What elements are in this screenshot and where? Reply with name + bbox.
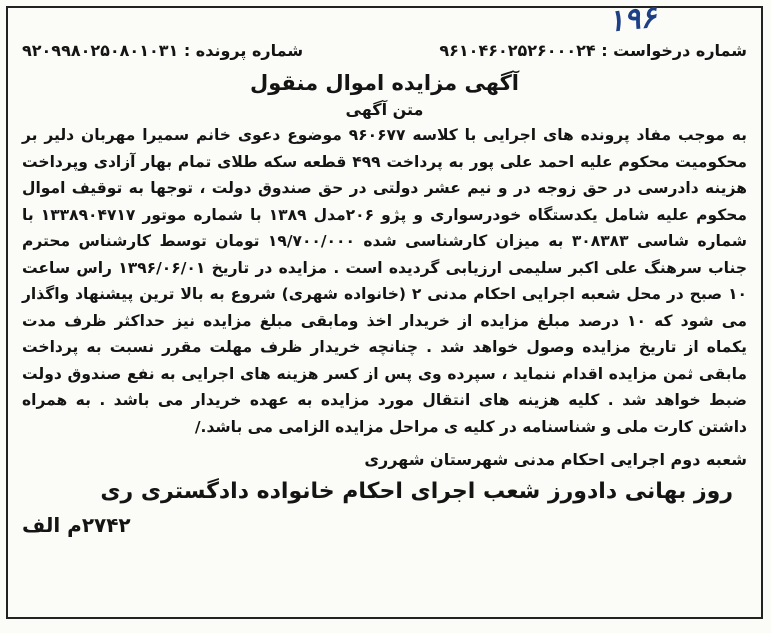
notice-subtitle: متن آگهی bbox=[345, 100, 424, 119]
signature-line: روز بهانی دادورز شعب اجرای احکام خانواده دادگستری ری bbox=[100, 479, 733, 504]
court-name: شعبه دوم اجرایی احکام مدنی شهرستان شهرری bbox=[364, 450, 747, 469]
notice-body: به موجب مفاد پرونده های اجرایی با کلاسه ۹۶۰۶۷۷ موضوع دعوی خانم سمیرا مهربان دلیر بر محکومیت محکوم علیه احمد علی پور به پرداخت ۴۹۹ قطعه سکه طلای تمام بهار آزادی وپرداخت هزینه دادرسی در حق زوجه در و نیم عشر دولتی در حق صندوق دولت ، توجها به توقیف اموال محکوم علیه شامل یکدستگاه خودرسواری و پژو ۲۰۶مدل ۱۳۸۹ با شماره موتور ۱۳۳۸۹۰۴۷۱۷ با شماره شاسی ۳۰۸۳۸۳ به میزان کارشناسی شده ۱۹/۷۰۰/۰۰۰ تومان توسط کارشناس محترم جناب سرهنگ علی اکبر سلیمی ارزیابی گردیده است . مزایده در تاریخ ۱۳۹۶/۰۶/۰۱ راس ساعت ۱۰ صبح در محل شعبه اجرایی احکام مدنی ۲ (خانواده شهری) شروع به بالا ترین پیشنهاد واگذار می شود که ۱۰ درصد مبلغ مزایده از خریدار اخذ ومابقی مبلغ مزایده نیز حداکثر ظرف مدت یکماه از تاریخ مزایده وصول خواهد شد . چنانچه خریدار ظرف مهلت مقرر نسبت به پرداخت مابقی ثمن مزایده اقدام ننماید ، سپرده وی پس از کسر هزینه های اجرایی به نفع صندوق دولت ضبط خواهد شد . کلیه هزینه های انتقال مورد مزایده به عهده خریدار می باشد . به همراه داشتن کارت ملی و شناسنامه در کلیه ی مراحل مزایده الزامی می باشد./ bbox=[22, 126, 748, 436]
request-number: شماره درخواست : ۹۶۱۰۴۶۰۲۵۲۶۰۰۰۲۴ bbox=[439, 41, 747, 60]
header-row bbox=[22, 38, 747, 64]
auction-notice bbox=[6, 0, 763, 619]
notice-title: آگهی مزایده اموال منقول bbox=[250, 71, 519, 95]
handwritten-mark: ۱۹۶ bbox=[606, 0, 659, 40]
notice-code: ۲۷۴۲م الف bbox=[22, 513, 131, 537]
case-number: شماره پرونده : ۹۲۰۹۹۸۰۲۵۰۸۰۱۰۳۱ bbox=[22, 41, 304, 60]
